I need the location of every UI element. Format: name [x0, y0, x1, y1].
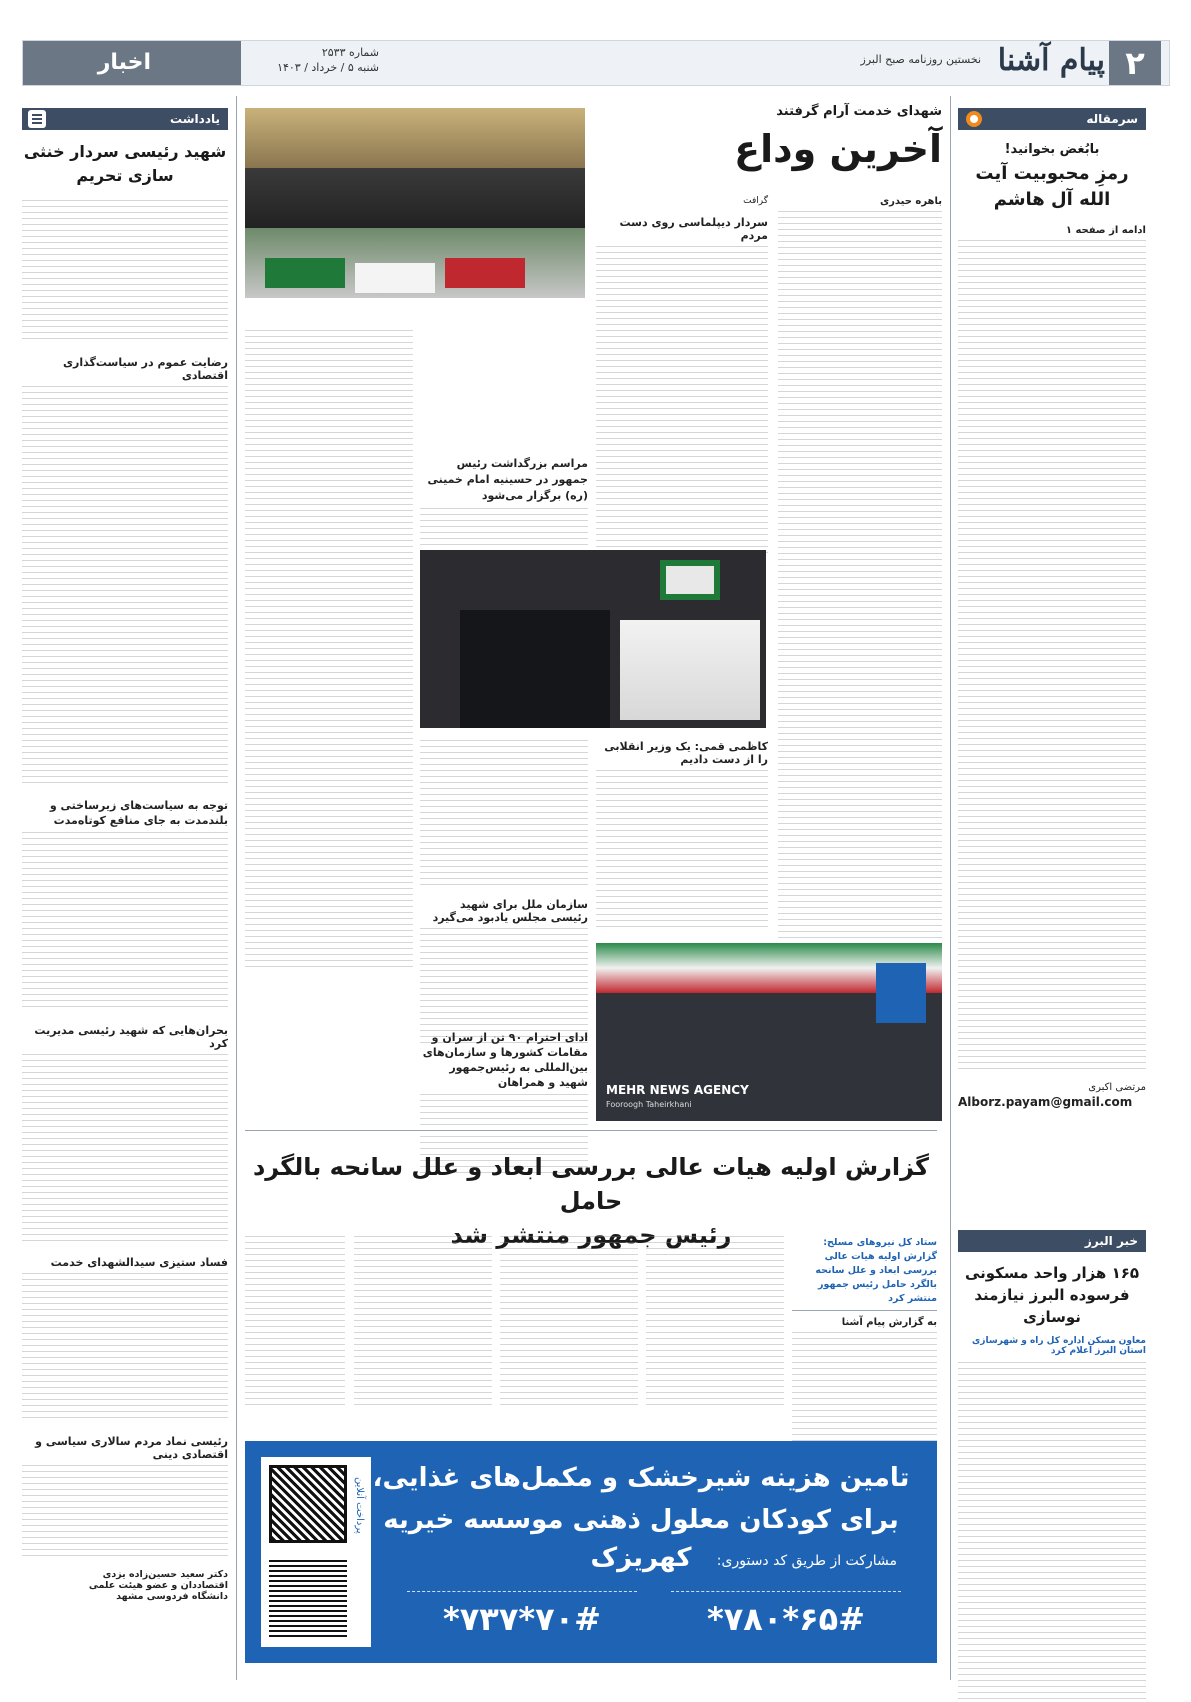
column-rule-left [236, 96, 237, 1680]
report-box: ستاد کل نیروهای مسلح: گزارش اولیه هیات عالی بررسی ابعاد و علل سانحه بالگرد حامل رئیس جمهور منتشر کرد [792, 1236, 937, 1311]
charity-advertisement [245, 1441, 937, 1663]
ad-qr-label: پرداخت آنلاین [354, 1477, 365, 1534]
main-story-col-5 [596, 740, 768, 930]
report-text-1 [792, 1332, 937, 1442]
main-story-subhead-5: ادای احترام ۹۰ تن از سران و مقامات کشورها و سازمان‌های بین‌المللی به رئیس‌جمهور شهید و همراهان [422, 1031, 588, 1089]
yaddasht-sub-4: فساد ستیزی سیدالشهدای خدمت [50, 1256, 228, 1269]
report-text-3 [500, 1236, 638, 1406]
main-story-col-2 [596, 196, 768, 556]
editorial-author: مرتضی اکبری [1088, 1082, 1146, 1093]
alborz-news-lead: معاون مسکن اداره کل راه و شهرسازی استان البرز اعلام کرد [972, 1336, 1146, 1356]
page-number: ۲ [1109, 41, 1161, 85]
alborz-news-body [958, 1362, 1146, 1702]
main-story-byline: باهره حیدری [879, 196, 942, 207]
yaddasht-intro [22, 200, 228, 340]
yaddasht-text-4 [22, 1273, 228, 1423]
funeral-prayer-photo [245, 108, 585, 298]
yaddasht-sub-1: رضایت عموم در سیاست‌گذاری اقتصادی [62, 356, 228, 382]
newspaper-tagline: نخستین روزنامه صبح البرز [860, 53, 981, 66]
main-story-col-3 [420, 330, 588, 578]
report-title-2: رئیس جمهور منتشر شد [450, 1221, 732, 1249]
ad-ussd-code-1[interactable]: *۷۸۰*۶۵# [671, 1591, 901, 1640]
main-story-text-4 [245, 330, 413, 970]
editorial-label: سرمقاله [958, 108, 1146, 130]
alborz-news-label: خبر البرز [958, 1230, 1146, 1252]
photo-credit-name: Fooroogh Taheirkhani [606, 1100, 692, 1109]
yaddasht-sub-2: توجه به سیاست‌های زیرساختی و بلندمدت به جای منافع کوتاه‌مدت [49, 799, 228, 827]
editorial-title: رمزِ محبوبیت آیت الله آل هاشم [975, 163, 1129, 210]
yaddasht-block [22, 108, 228, 1602]
newspaper-logo: پیام آشنا [997, 43, 1105, 78]
editorial-body [958, 240, 1146, 1070]
issue-number: شماره ۲۵۳۳ [321, 46, 379, 59]
main-story-subhead-3: سازمان ملل برای شهید رئیسی مجلس یادبود می‌گیرد [432, 898, 588, 924]
ad-cta: مشارکت از طریق کد دستوری: [716, 1553, 897, 1569]
report-text-5 [245, 1236, 345, 1406]
report-lead: به گزارش پیام آشنا [841, 1317, 937, 1328]
editorial-block [958, 108, 1146, 1109]
ad-line-2: برای کودکان معلول ذهنی موسسه خیریه کهریزک [383, 1505, 899, 1573]
report-title-1: گزارش اولیه هیات عالی بررسی ابعاد و علل سانحه بالگرد حامل [252, 1153, 930, 1215]
report-rule [245, 1130, 937, 1131]
section-label: اخبار [23, 41, 241, 85]
yaddasht-text-5 [22, 1465, 228, 1561]
main-story-col-6 [420, 740, 588, 1048]
ad-qr-panel [261, 1457, 371, 1647]
main-story-subhead-1: سردار دیپلماسی روی دست مردم [619, 216, 768, 242]
yaddasht-text-2 [22, 832, 228, 1012]
notebook-icon [28, 110, 46, 128]
main-story-subhead-2: کاظمی قمی: یک وزیر انقلابی را از دست دادیم [604, 740, 768, 766]
column-rule [950, 96, 951, 1680]
ad-ussd-code-2[interactable]: *۷۳۷*۷۰# [407, 1591, 637, 1640]
main-story-text-2 [596, 246, 768, 556]
main-story-credit: گرافت [743, 196, 768, 206]
yaddasht-text-1 [22, 386, 228, 786]
main-story-text-5 [596, 770, 768, 930]
yaddasht-text-3 [22, 1054, 228, 1244]
qr-code-icon-2[interactable] [269, 1557, 347, 1637]
alborz-news-block [958, 1230, 1146, 1702]
main-story-title: آخرین وداع [734, 127, 942, 171]
page-header [22, 40, 1170, 86]
eye-icon [966, 111, 982, 127]
yaddasht-sub-5: رئیسی نماد مردم سالاری سیاسی و اقتصادی دینی [35, 1435, 228, 1461]
ad-line-1: تامین هزینه شیرخشک و مکمل‌های غذایی، [372, 1463, 910, 1493]
editorial-email: Alborz.payam@gmail.com [958, 1095, 1133, 1109]
report-text-2 [646, 1236, 784, 1406]
editorial-kicker: بابُغض بخوانید! [1004, 142, 1100, 157]
main-story-kicker: شهدای خدمت آرام گرفتند [776, 104, 942, 119]
issue-info [259, 45, 379, 75]
main-story-text-1 [778, 211, 942, 1051]
crowd-photo [596, 943, 942, 1121]
yaddasht-author-uni: دانشگاه فردوسی مشهد [116, 1591, 228, 1602]
qr-code-icon[interactable] [269, 1465, 347, 1543]
yaddasht-label: یادداشت [22, 108, 228, 130]
main-story-col-4 [245, 330, 413, 970]
editorial-continued: ادامه از صفحه ۱ [1065, 225, 1146, 236]
report-text-4 [354, 1236, 492, 1406]
main-story-text-6 [420, 740, 588, 890]
yaddasht-author-role: اقتصاددان و عضو هیئت علمی [88, 1580, 228, 1591]
main-story-col-1 [778, 196, 942, 1051]
alborz-news-title: ۱۶۵ هزار واحد مسکونی فرسوده البرز نیازمند نوسازی [964, 1264, 1140, 1326]
ceremony-photo [420, 550, 766, 728]
main-story-header [596, 104, 942, 173]
report-col-1 [792, 1236, 937, 1442]
yaddasht-author: دکتر سعید حسین‌زاده یزدی [102, 1569, 228, 1580]
issue-date: شنبه ۵ / خرداد / ۱۴۰۳ [277, 61, 379, 74]
main-story-subhead-4: مراسم بزرگداشت رئیس جمهور در حسینیه امام خمینی (ره) برگزار می‌شود [427, 457, 588, 502]
yaddasht-sub-3: بحران‌هایی که شهید رئیسی مدیریت کرد [34, 1024, 228, 1050]
photo-credit: MEHR NEWS AGENCY [606, 1083, 749, 1097]
yaddasht-title: شهید رئیسی سردار خنثی سازی تحریم [23, 142, 227, 185]
